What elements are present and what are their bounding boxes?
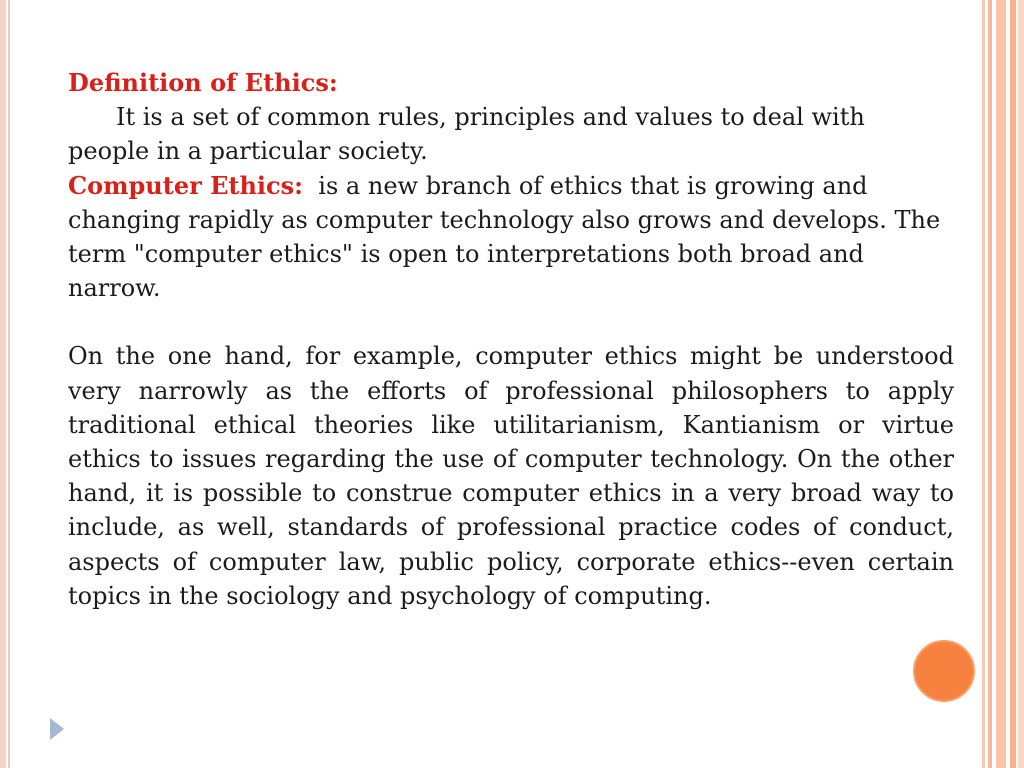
- right-stripe-1: [982, 0, 985, 768]
- slide-content: [68, 66, 954, 613]
- right-stripe-4: [1010, 0, 1016, 768]
- body-paragraph: On the one hand, for example, computer ethics might be understood very narrowly as the efforts of professional philosophers to apply traditional ethical theories like utilitarianism, Kantianism or virtue ethics to issues regarding the use of computer technology. On the other hand, it is possible to construe computer ethics in a very broad way to include, as well, standards of professional practice codes of conduct, aspects of computer law, public policy, corporate ethics--even certain topics in the sociology and psychology of computing.: [68, 342, 954, 610]
- right-stripe-5: [1018, 0, 1024, 768]
- definition-text-line1: It is a set of common rules, principles and values to deal with: [116, 103, 865, 132]
- right-stripe-2: [988, 0, 992, 768]
- left-frame-line: [8, 0, 10, 768]
- left-frame-border: [0, 0, 6, 768]
- definition-text-line2: people in a particular society.: [68, 137, 428, 166]
- computer-ethics-heading: Computer Ethics:: [68, 170, 304, 200]
- computer-ethics-text: is a new branch of ethics that is growing and changing rapidly as computer technology also grows and develops. The term "computer ethics" is open to interpretations both broad and narrow.: [68, 171, 941, 303]
- next-slide-arrow-icon[interactable]: [50, 718, 64, 740]
- definition-heading: Definition of Ethics:: [68, 68, 338, 97]
- orange-circle-decoration: [913, 640, 975, 702]
- right-stripe-3: [996, 0, 1006, 768]
- computer-ethics-block: [68, 169, 954, 306]
